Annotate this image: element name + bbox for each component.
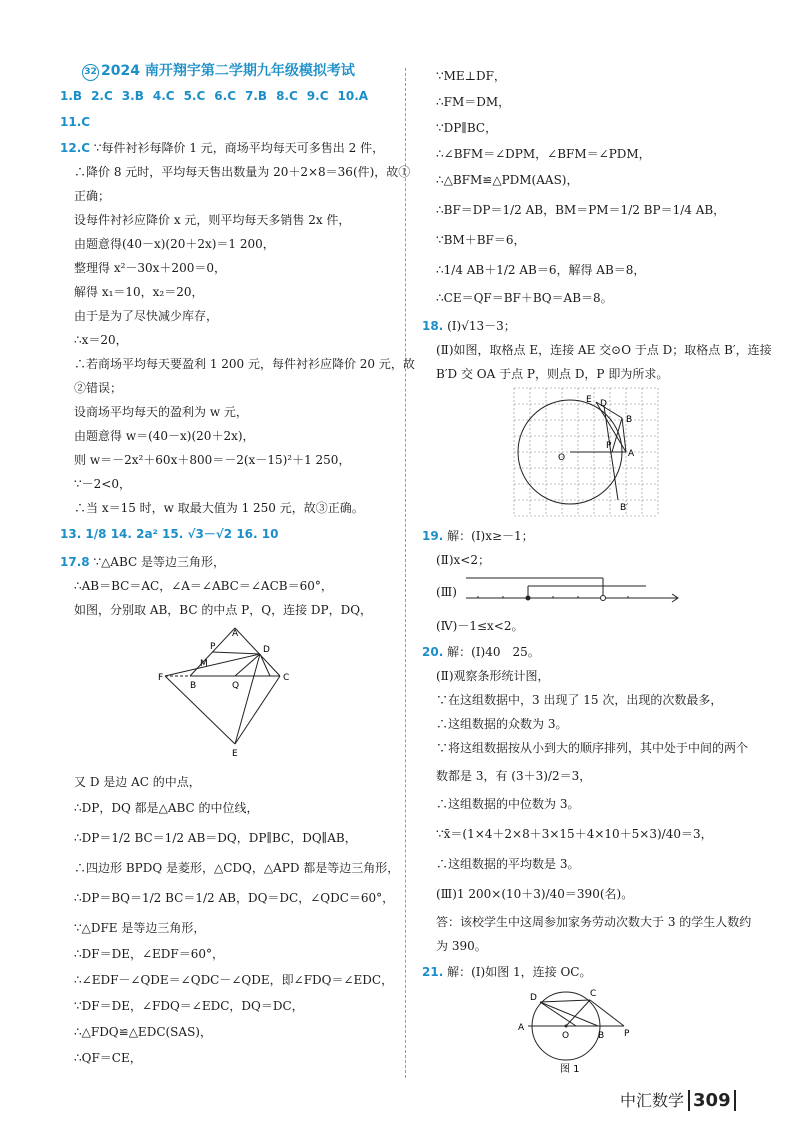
q12-number: 12.C bbox=[60, 141, 91, 155]
answer-10: 10.A bbox=[337, 89, 369, 103]
label-P: P bbox=[606, 441, 612, 451]
text-line: 为 390。 bbox=[436, 939, 487, 953]
text-line: 解：(Ⅰ)40 25。 bbox=[447, 645, 540, 659]
label-O: O bbox=[558, 453, 566, 463]
text-line: ∵在这组数据中，3 出现了 15 次，出现的次数最多， bbox=[436, 693, 723, 707]
label-D: D bbox=[530, 993, 537, 1003]
text-line: ∵△DFE 是等边三角形， bbox=[74, 921, 206, 935]
text-line: ∴若商场平均每天要盈利 1 200 元，每件衬衫应降价 20 元，故 bbox=[74, 357, 415, 371]
label-A: A bbox=[232, 629, 239, 639]
answer-1: 1.B bbox=[60, 89, 83, 103]
text-line: ∵－2<0， bbox=[74, 477, 131, 491]
answer-6: 6.C bbox=[214, 89, 236, 103]
label-P: P bbox=[624, 1029, 630, 1039]
label-C: C bbox=[590, 989, 597, 999]
text-line: ∵x̄＝(1×4＋2×8＋3×15＋4×10＋5×3)/40＝3， bbox=[436, 827, 713, 841]
q20-block bbox=[422, 644, 764, 954]
text-line: ∵DP∥BC， bbox=[436, 121, 498, 135]
text-line: 解：(Ⅰ)如图 1，连接 OC。 bbox=[447, 965, 592, 979]
q17-block bbox=[60, 554, 400, 1066]
answer-8: 8.C bbox=[276, 89, 298, 103]
text-line: ∴四边形 BPDQ 是菱形，△CDQ，△APD 都是等边三角形， bbox=[74, 861, 400, 875]
text-line: (Ⅱ)如图，取格点 E，连接 AE 交⊙O 于点 D；取格点 B′，连接 bbox=[436, 343, 772, 357]
right-column bbox=[422, 68, 772, 1076]
q12-block bbox=[60, 140, 415, 516]
column-divider bbox=[405, 68, 406, 1078]
text-line: 设每件衬衫应降价 x 元，则平均每天多销售 2x 件， bbox=[74, 213, 351, 227]
figure-q18-grid bbox=[514, 388, 674, 520]
text-line: ∵DF＝DE，∠FDQ＝∠EDC，DQ＝DC， bbox=[74, 999, 304, 1013]
answer-4: 4.C bbox=[152, 89, 175, 103]
exam-title: 2024 南开翔宇第二学期九年级模拟考试 bbox=[101, 63, 355, 79]
text-line: ∴这组数据的平均数是 3。 bbox=[436, 857, 580, 871]
answer-9: 9.C bbox=[306, 89, 329, 103]
book-title: 中汇数学 bbox=[620, 1091, 685, 1110]
text-line: ∴FM＝DM， bbox=[436, 95, 511, 109]
text-line: ∴DP＝1/2 BC＝1/2 AB＝DQ，DP∥BC，DQ∥AB， bbox=[74, 831, 357, 845]
text-line: (Ⅰ)√13－3； bbox=[447, 319, 516, 333]
label-E: E bbox=[232, 749, 238, 759]
text-line: 由于是为了尽快减少库存， bbox=[74, 309, 219, 323]
text-line: ∴∠EDF－∠QDE＝∠QDC－∠QDE，即∠FDQ＝∠EDC， bbox=[74, 973, 394, 987]
number-line bbox=[466, 574, 686, 614]
text-line: ∵每件衬衫每降价 1 元，商场平均每天可多售出 2 件， bbox=[93, 141, 385, 155]
label-B-prime: B′ bbox=[620, 503, 629, 513]
text-line: ∴1/4 AB＋1/2 AB＝6，解得 AB＝8， bbox=[436, 263, 646, 277]
text-line: ∴△BFM≌△PDM(AAS)， bbox=[436, 173, 579, 187]
label-D: D bbox=[600, 399, 607, 409]
text-line: ∴x＝20， bbox=[74, 333, 128, 347]
text-line: ∴DF＝DE，∠EDF＝60°， bbox=[74, 947, 224, 961]
text-line: ∴降价 8 元时，平均每天售出数量为 20＋2×8＝36(件)，故① bbox=[74, 165, 411, 179]
label-B: B bbox=[190, 681, 197, 691]
text-line: (Ⅳ)－1≤x<2。 bbox=[436, 619, 524, 633]
text-line: (Ⅱ)x<2； bbox=[436, 553, 490, 567]
label-A: A bbox=[628, 449, 635, 459]
text-line: ∴CE＝QF＝BF＋BQ＝AB＝8。 bbox=[436, 291, 613, 305]
text-line: ∴∠BFM＝∠DPM，∠BFM＝∠PDM， bbox=[436, 147, 651, 161]
text-line: 如图，分别取 AB，BC 的中点 P，Q，连接 DP，DQ， bbox=[74, 603, 373, 617]
label-D: D bbox=[263, 645, 270, 655]
label-O: O bbox=[562, 1031, 570, 1041]
text-line: ∴AB＝BC＝AC，∠A＝∠ABC＝∠ACB＝60°， bbox=[74, 579, 333, 593]
answers-13-16: 13. 1/8 14. 2a² 15. √3－√2 16. 10 bbox=[60, 527, 279, 541]
text-line: 解得 x₁＝10，x₂＝20， bbox=[74, 285, 204, 299]
q21-number: 21. bbox=[422, 965, 444, 979]
text-line: 答：该校学生中这周参加家务劳动次数大于 3 的学生人数约 bbox=[436, 915, 752, 929]
q19-number: 19. bbox=[422, 529, 444, 543]
label-M: M bbox=[200, 659, 208, 669]
text-line: 数都是 3，有 (3＋3)/2＝3， bbox=[436, 769, 592, 783]
label-E: E bbox=[586, 395, 592, 405]
answer-5: 5.C bbox=[183, 89, 206, 103]
text-line: (Ⅲ) bbox=[436, 585, 457, 599]
text-line: ∴当 x＝15 时，w 取最大值为 1 250 元，故③正确。 bbox=[74, 501, 364, 515]
text-line: B′D 交 OA 于点 P，则点 D，P 即为所求。 bbox=[436, 367, 669, 381]
q17-number: 17.8 bbox=[60, 555, 90, 569]
text-line: ∵△ABC 是等边三角形， bbox=[93, 555, 226, 569]
label-F: F bbox=[158, 673, 164, 683]
page-footer bbox=[620, 1088, 736, 1111]
figure-caption: 图 1 bbox=[560, 1064, 580, 1075]
text-line: 整理得 x²－30x＋200＝0， bbox=[74, 261, 226, 275]
figure-q17 bbox=[160, 624, 360, 764]
answer-3: 3.B bbox=[121, 89, 144, 103]
label-A: A bbox=[518, 1023, 525, 1033]
text-line: 由题意得(40－x)(20＋2x)＝1 200， bbox=[74, 237, 275, 251]
q19-block bbox=[422, 528, 764, 634]
text-line: ∵ME⊥DF， bbox=[436, 69, 506, 83]
text-line: ∴BF＝DP＝1/2 AB，BM＝PM＝1/2 BP＝1/4 AB， bbox=[436, 203, 726, 217]
answer-7: 7.B bbox=[245, 89, 268, 103]
text-line: 正确； bbox=[74, 189, 111, 203]
text-line: ∵将这组数据按从小到大的顺序排列，其中处于中间的两个 bbox=[436, 741, 749, 755]
answer-11: 11.C bbox=[60, 115, 91, 129]
q18-number: 18. bbox=[422, 319, 444, 333]
label-B: B bbox=[626, 415, 633, 425]
text-line: (Ⅲ)1 200×(10＋3)/40＝390(名)。 bbox=[436, 887, 634, 901]
figure-q21 bbox=[514, 984, 654, 1076]
text-line: ∴△FDQ≌△EDC(SAS)， bbox=[74, 1025, 212, 1039]
text-line: ∴这组数据的中位数为 3。 bbox=[436, 797, 580, 811]
exam-number-badge: 32 bbox=[82, 64, 99, 81]
text-line: (Ⅱ)观察条形统计图， bbox=[436, 669, 550, 683]
text-line: ②错误； bbox=[74, 381, 123, 395]
label-B: B bbox=[598, 1031, 605, 1041]
text-line: 又 D 是边 AC 的中点， bbox=[74, 775, 201, 789]
label-Q: Q bbox=[232, 681, 240, 691]
label-C: C bbox=[283, 673, 290, 683]
text-line: ∴DP，DQ 都是△ABC 的中位线， bbox=[74, 801, 259, 815]
text-line: 则 w＝－2x²＋60x＋800＝－2(x－15)²＋1 250， bbox=[74, 453, 351, 467]
answer-2: 2.C bbox=[91, 89, 113, 103]
page-number: 309 bbox=[688, 1090, 736, 1111]
q18-block bbox=[422, 318, 772, 520]
text-line: ∴这组数据的众数为 3。 bbox=[436, 717, 568, 731]
text-line: ∴QF＝CE， bbox=[74, 1051, 142, 1065]
label-P: P bbox=[210, 642, 216, 652]
q20-number: 20. bbox=[422, 645, 444, 659]
text-line: 设商场平均每天的盈利为 w 元， bbox=[74, 405, 248, 419]
left-column bbox=[60, 60, 415, 1066]
answers-1-10 bbox=[60, 88, 400, 104]
section-title bbox=[82, 60, 400, 80]
text-line: 解：(Ⅰ)x≥－1； bbox=[447, 529, 534, 543]
text-line: ∴DP＝BQ＝1/2 BC＝1/2 AB，DQ＝DC，∠QDC＝60°， bbox=[74, 891, 395, 905]
q21-block bbox=[422, 964, 764, 1076]
text-line: 由题意得 w＝(40－x)(20＋2x)， bbox=[74, 429, 255, 443]
text-line: ∵BM＋BF＝6， bbox=[436, 233, 526, 247]
